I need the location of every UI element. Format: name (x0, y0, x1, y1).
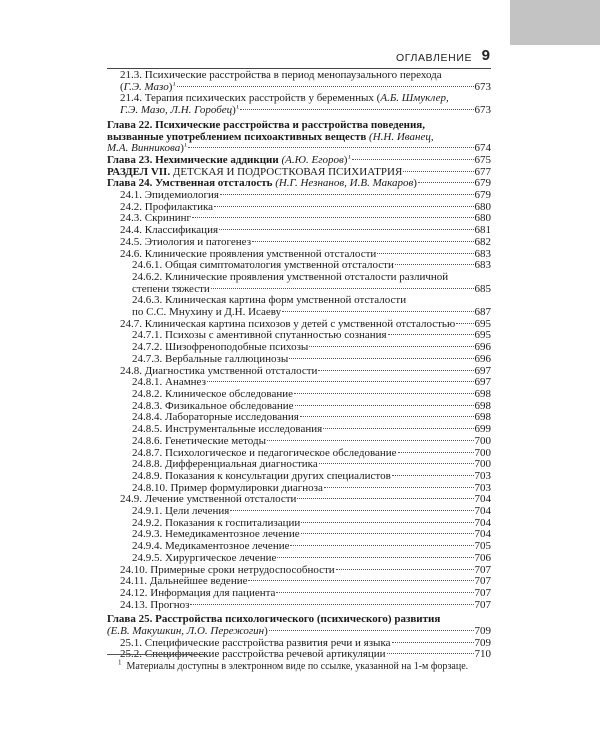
page-ref: 674 (474, 142, 491, 155)
toc-entry[interactable]: 24.8.4. Лабораторные исследования 698 (132, 411, 491, 424)
toc-entry[interactable]: 24.9.1. Цели лечения 704 (132, 505, 491, 518)
page-ref: 706 (474, 551, 491, 564)
toc-section[interactable]: РАЗДЕЛ VII. ДЕТСКАЯ И ПОДРОСТКОВАЯ ПСИХИАТРИЯ 677 (107, 165, 491, 178)
toc-entry[interactable]: 24.8.10. Пример формулировки диагноза 703 (132, 481, 491, 494)
toc-entry[interactable]: 24.13. Прогноз 707 (120, 598, 491, 611)
page-ref: 685 (474, 282, 491, 295)
page-ref: 695 (474, 329, 491, 342)
page-ref: 682 (474, 235, 491, 248)
page-ref: 683 (474, 259, 491, 272)
toc-entry[interactable]: 24.8.5. Инструментальные исследования 699 (132, 423, 491, 436)
page-ref: 675 (474, 153, 491, 166)
chapter-tab (510, 0, 600, 45)
footnote: $^1$ Материалы доступны в электронном виде по ссылке, указанной на 1-м форзаце. (118, 658, 469, 672)
page-ref: 707 (474, 563, 491, 576)
page-number: 9 (481, 47, 490, 64)
toc-entry[interactable]: 24.7.3. Вербальные галлюцинозы 696 (132, 352, 491, 365)
toc-entry[interactable]: 24.5. Этиология и патогенез 682 (120, 235, 491, 248)
toc-chapter[interactable]: Глава 24. Умственная отсталость (Н.Г. Незнанов, И.В. Макаров) 679 (107, 177, 491, 190)
toc-entry[interactable]: 21.3. Психические расстройства в период менопаузального перехода (Г.Э. Мазо)$^1$ 673 (120, 69, 491, 93)
toc-entry[interactable]: 24.10. Примерные сроки нетрудоспособности 707 (120, 563, 491, 576)
page-ref: 673 (474, 104, 491, 117)
toc-entry[interactable]: 24.8.8. Дифференциальная диагностика 700 (132, 458, 491, 471)
page-ref: 698 (474, 387, 491, 400)
toc-entry[interactable]: 24.8.9. Показания к консультации других специалистов 703 (132, 469, 491, 482)
page-ref: 707 (474, 586, 491, 599)
toc-entry[interactable]: 24.8.1. Анамнез 697 (132, 376, 491, 389)
toc-entry[interactable]: 24.4. Классификация 681 (120, 224, 491, 237)
toc-entry[interactable]: 24.8.6. Генетические методы 700 (132, 434, 491, 447)
toc-entry[interactable]: 24.1. Эпидемиология 679 (120, 189, 491, 202)
page-ref: 700 (474, 458, 491, 471)
toc-entry[interactable]: 24.3. Скрининг 680 (120, 212, 491, 225)
toc-entry[interactable]: 24.11. Дальнейшее ведение 707 (120, 575, 491, 588)
toc-entry[interactable]: 24.8. Диагностика умственной отсталости 697 (120, 364, 491, 377)
page-ref: 703 (474, 469, 491, 482)
toc-entry[interactable]: 24.6.1. Общая симптоматология умственной отсталости 683 (132, 259, 491, 272)
table-of-contents (107, 70, 491, 661)
toc-chapter[interactable]: Глава 25. Расстройства психологического (психического) развития (Е.В. Макушкин, Л.О. Пережогин) 709 (107, 613, 491, 638)
page-ref: 687 (474, 306, 491, 319)
page-ref: 709 (474, 636, 491, 649)
page-ref: 704 (474, 505, 491, 518)
page-ref: 707 (474, 598, 491, 611)
page-ref: 704 (474, 516, 491, 529)
page-ref: 704 (474, 493, 491, 506)
page-ref: 698 (474, 399, 491, 412)
toc-entry[interactable]: 25.2. Специфические расстройства речевой артикуляции 710 (120, 648, 491, 661)
page-ref: 680 (474, 200, 491, 213)
page-ref: 681 (474, 224, 491, 237)
toc-entry[interactable]: 21.4. Терапия психических расстройств у беременных (А.Б. Шмуклер, Г.Э. Мазо, Л.Н. Горобец)$^1$ 673 (120, 92, 491, 117)
page-ref: 697 (474, 376, 491, 389)
page-ref: 696 (474, 352, 491, 365)
toc-entry[interactable]: 24.9.5. Хирургическое лечение 706 (132, 551, 491, 564)
page-ref: 710 (474, 648, 491, 661)
page-ref: 680 (474, 212, 491, 225)
toc-entry[interactable]: 24.9.4. Медикаментозное лечение 705 (132, 540, 491, 553)
page-ref: 695 (474, 317, 491, 330)
toc-chapter[interactable]: Глава 22. Психические расстройства и расстройства поведения, вызванные употреблением психоактивных веществ (Н.Н. Иванец, М.А. Винникова)$^1$ 674 (107, 118, 491, 155)
page-ref: 679 (474, 189, 491, 202)
toc-entry[interactable]: 24.12. Информация для пациента 707 (120, 586, 491, 599)
page-ref: 679 (474, 177, 491, 190)
page-ref: 709 (474, 625, 491, 638)
toc-entry[interactable]: 24.9.3. Немедикаментозное лечение 704 (132, 528, 491, 541)
page-ref: 673 (474, 80, 491, 93)
page-ref: 703 (474, 481, 491, 494)
toc-entry[interactable]: 24.9. Лечение умственной отсталости 704 (120, 493, 491, 506)
toc-entry[interactable]: 24.9.2. Показания к госпитализации 704 (132, 516, 491, 529)
running-title: ОГЛАВЛЕНИЕ (396, 52, 473, 64)
page-ref: 696 (474, 341, 491, 354)
page-ref: 704 (474, 528, 491, 541)
page-ref: 697 (474, 364, 491, 377)
page-ref: 677 (474, 165, 491, 178)
toc-entry[interactable]: 24.7.2. Шизофреноподобные психозы 696 (132, 341, 491, 354)
toc-entry[interactable]: 24.6.2. Клинические проявления умственной отсталости различной степени тяжести 685 (132, 270, 491, 295)
toc-entry[interactable]: 24.8.7. Психологическое и педагогическое обследование 700 (132, 446, 491, 459)
page-ref: 683 (474, 247, 491, 260)
toc-entry[interactable]: 24.6. Клинические проявления умственной отсталости 683 (120, 247, 491, 260)
page-ref: 705 (474, 540, 491, 553)
toc-entry[interactable]: 24.7.1. Психозы с аментивной спутанностью сознания 695 (132, 329, 491, 342)
page-ref: 707 (474, 575, 491, 588)
page-ref: 699 (474, 423, 491, 436)
toc-entry[interactable]: 24.6.3. Клиническая картина форм умственной отсталости по С.С. Мнухину и Д.Н. Исаеву 687 (132, 294, 491, 319)
toc-entry[interactable]: 24.2. Профилактика 680 (120, 200, 491, 213)
footnote-divider (107, 654, 207, 655)
toc-entry[interactable]: 25.1. Специфические расстройства развития речи и языка 709 (120, 636, 491, 649)
page-ref: 700 (474, 446, 491, 459)
page-ref: 698 (474, 411, 491, 424)
toc-chapter[interactable]: Глава 23. Нехимические аддикции (А.Ю. Егоров)$^1$ 675 (107, 153, 491, 166)
toc-entry[interactable]: 24.8.2. Клиническое обследование 698 (132, 387, 491, 400)
toc-entry[interactable]: 24.8.3. Физикальное обследование 698 (132, 399, 491, 412)
page-ref: 700 (474, 434, 491, 447)
toc-entry[interactable]: 24.7. Клиническая картина психозов у детей с умственной отсталостью 695 (120, 317, 491, 330)
